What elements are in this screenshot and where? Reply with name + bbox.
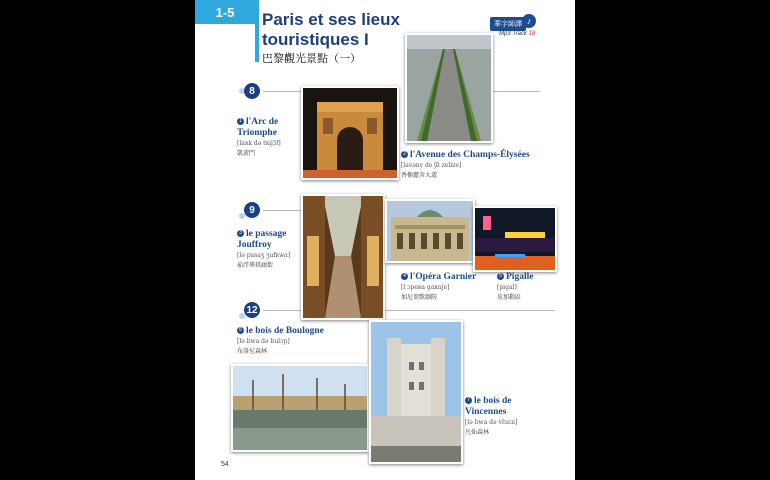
item-name: l'Arc de Triomphe <box>237 117 279 138</box>
divider-line <box>490 91 540 92</box>
item-mark: 6 <box>237 327 244 334</box>
item-chinese: 凱旋門 <box>237 150 256 157</box>
item-mark: 7 <box>465 397 472 404</box>
photo-bois-de-boulogne <box>231 364 369 452</box>
section-tab: 1-5 <box>195 0 255 24</box>
item-phonetic: [l ɔpeʀa gaʀnje] <box>401 284 450 291</box>
label-pigalle <box>497 272 557 301</box>
label-passage-jouffroy <box>237 229 299 269</box>
audio-badge: 華字師譯 <box>490 17 526 31</box>
item-phonetic: [lə pasaʒ ʒufʀwa] <box>237 252 291 259</box>
item-chinese: 香榭麗舍大道 <box>401 172 438 179</box>
photo-bois-de-vincennes <box>369 320 463 464</box>
label-opera-garnier <box>401 272 489 301</box>
book-page <box>195 0 575 480</box>
page-number: 54 <box>221 461 229 468</box>
item-chinese: 凡仙森林 <box>465 429 490 436</box>
item-name: Pigalle <box>506 272 534 282</box>
item-phonetic: [lə bwa də bulɔɲ] <box>237 338 290 345</box>
item-mark: 1 <box>237 118 244 125</box>
item-name: l'Avenue des Champs-Élysées <box>410 150 530 160</box>
track-number: 18 <box>528 31 536 37</box>
item-name: le bois de Boulogne <box>246 326 324 336</box>
divider-line <box>263 210 301 211</box>
item-name: l'Opéra Garnier <box>410 272 477 282</box>
photo-passage-jouffroy <box>301 194 385 320</box>
photo-champs-elysees <box>405 33 493 143</box>
item-chinese: 皮加勒區 <box>497 294 522 301</box>
photo-pigalle <box>473 206 557 272</box>
item-chinese: 茹浮華拱廊街 <box>237 262 274 269</box>
item-phonetic: [pigal] <box>497 284 517 291</box>
item-phonetic: [lavəny de ʃɑ̃ zelize] <box>401 162 462 169</box>
item-name: le passage Jouffroy <box>237 229 287 250</box>
item-name: le bois de Vincennes <box>465 396 512 417</box>
item-mark: 3 <box>237 230 244 237</box>
label-arc-de-triomphe <box>237 117 299 157</box>
photo-opera-garnier <box>385 199 475 263</box>
item-mark: 2 <box>401 151 408 158</box>
divider-line <box>263 91 301 92</box>
item-phonetic: [lə bwa də vɛ̃sɛn] <box>465 419 518 426</box>
item-phonetic: [laʀk də tʀijɔ̃f] <box>237 140 281 147</box>
audio-disc-icon[interactable]: ♪ <box>522 14 536 28</box>
page-subtitle: 巴黎觀光景點（一） <box>262 52 361 65</box>
item-chinese: 加尼葉歌劇院 <box>401 294 438 301</box>
label-bois-de-vincennes <box>465 396 555 436</box>
page-title: Paris et ses lieux touristiques I <box>262 10 400 49</box>
title-accent-bar <box>255 0 259 62</box>
photo-arc-de-triomphe <box>301 86 399 180</box>
track-label: Mp3 Track 18 <box>499 31 536 37</box>
item-mark: 5 <box>497 273 504 280</box>
item-chinese: 布洛尼森林 <box>237 348 268 355</box>
number-marker-2: 9 <box>244 202 260 218</box>
label-bois-de-boulogne <box>237 326 367 355</box>
number-marker-1: 8 <box>244 83 260 99</box>
label-champs-elysees <box>401 150 541 179</box>
item-mark: 4 <box>401 273 408 280</box>
number-marker-3: 12 <box>244 302 260 318</box>
